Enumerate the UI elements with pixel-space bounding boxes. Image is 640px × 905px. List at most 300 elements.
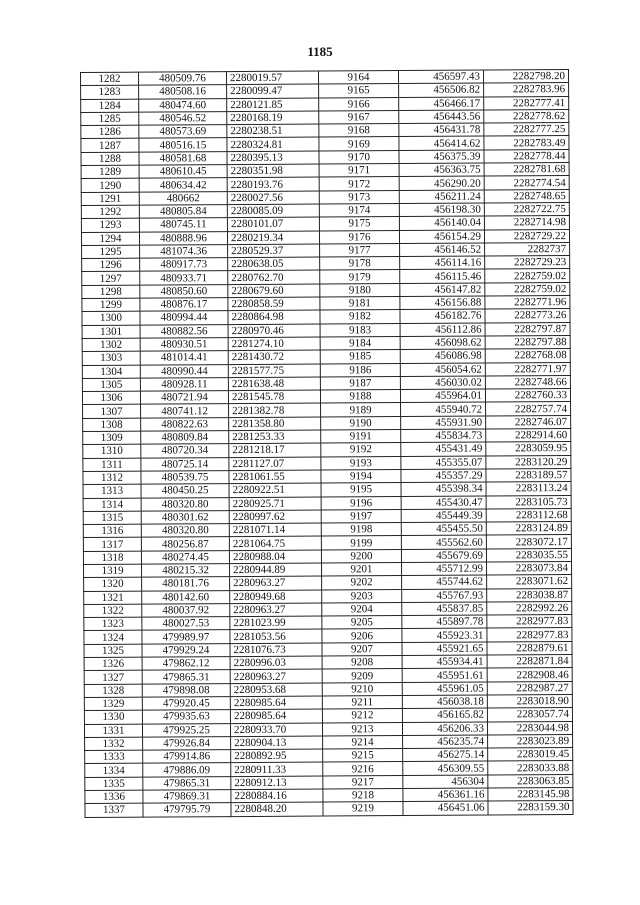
y-coordinate-left: 2280324.81 xyxy=(227,138,319,152)
y-coordinate-right: 2282992.26 xyxy=(487,601,572,615)
point-id-left: 1305 xyxy=(82,378,140,392)
x-coordinate-left: 480450.25 xyxy=(141,484,229,498)
point-id-left: 1334 xyxy=(85,764,143,778)
y-coordinate-right: 2282729.22 xyxy=(484,229,569,243)
x-coordinate-right: 456086.98 xyxy=(400,349,485,363)
point-id-right: 9178 xyxy=(320,257,400,271)
point-id-left: 1309 xyxy=(83,431,141,445)
coordinates-table-body xyxy=(81,70,574,818)
point-id-right: 9170 xyxy=(319,150,399,164)
y-coordinate-right: 2282778.44 xyxy=(484,149,569,163)
y-coordinate-left: 2281218.17 xyxy=(229,443,321,457)
point-id-left: 1295 xyxy=(82,245,140,259)
x-coordinate-left: 480027.53 xyxy=(142,617,230,631)
y-coordinate-right: 2282797.87 xyxy=(485,322,570,336)
x-coordinate-right: 456363.75 xyxy=(399,163,484,177)
y-coordinate-right: 2283072.17 xyxy=(486,535,571,549)
point-id-right: 9180 xyxy=(320,283,400,297)
point-id-left: 1317 xyxy=(83,538,141,552)
x-coordinate-right: 456112.86 xyxy=(400,323,485,337)
point-id-left: 1294 xyxy=(81,232,139,246)
point-id-right: 9175 xyxy=(319,217,399,231)
y-coordinate-left: 2280848.20 xyxy=(231,802,323,816)
y-coordinate-left: 2281545.78 xyxy=(228,390,320,404)
y-coordinate-left: 2281023.99 xyxy=(230,616,322,630)
x-coordinate-right: 456114.16 xyxy=(400,256,485,270)
point-id-left: 1325 xyxy=(84,644,142,658)
y-coordinate-right: 2282759.02 xyxy=(485,282,570,296)
x-coordinate-right: 455357.29 xyxy=(401,469,486,483)
x-coordinate-right: 455951.61 xyxy=(402,668,487,682)
x-coordinate-left: 480928.11 xyxy=(140,377,228,391)
x-coordinate-left: 480320.80 xyxy=(141,497,229,511)
point-id-right: 9205 xyxy=(322,616,402,630)
y-coordinate-right: 2283124.89 xyxy=(486,522,571,536)
x-coordinate-right: 456451.06 xyxy=(403,801,488,815)
x-coordinate-left: 480745.11 xyxy=(139,218,227,232)
point-id-left: 1308 xyxy=(83,418,141,432)
point-id-left: 1323 xyxy=(84,617,142,631)
point-id-right: 9201 xyxy=(322,563,402,577)
point-id-right: 9216 xyxy=(323,762,403,776)
y-coordinate-left: 2280168.19 xyxy=(227,111,319,125)
y-coordinate-left: 2280925.71 xyxy=(229,497,321,511)
point-id-right: 9209 xyxy=(322,669,402,683)
point-id-left: 1288 xyxy=(81,152,139,166)
x-coordinate-left: 480933.71 xyxy=(140,271,228,285)
point-id-left: 1283 xyxy=(81,85,139,99)
y-coordinate-right: 2282798.20 xyxy=(483,70,568,84)
y-coordinate-right: 2283057.74 xyxy=(487,708,572,722)
y-coordinate-right: 2283018.90 xyxy=(487,694,572,708)
y-coordinate-left: 2280351.98 xyxy=(227,164,319,178)
x-coordinate-right: 455931.90 xyxy=(401,416,486,430)
x-coordinate-right: 456290.20 xyxy=(399,176,484,190)
y-coordinate-right: 2283120.29 xyxy=(486,455,571,469)
point-id-left: 1316 xyxy=(83,524,141,538)
x-coordinate-right: 456235.74 xyxy=(403,735,488,749)
point-id-left: 1330 xyxy=(84,710,142,724)
point-id-right: 9207 xyxy=(322,642,402,656)
point-id-right: 9195 xyxy=(321,483,401,497)
point-id-right: 9189 xyxy=(321,403,401,417)
point-id-left: 1306 xyxy=(82,391,140,405)
y-coordinate-right: 2282783.49 xyxy=(484,136,569,150)
y-coordinate-left: 2281064.75 xyxy=(229,536,321,550)
y-coordinate-right: 2283113.24 xyxy=(486,482,571,496)
x-coordinate-left: 480809.84 xyxy=(141,431,229,445)
x-coordinate-right: 456140.04 xyxy=(399,216,484,230)
point-id-right: 9214 xyxy=(323,735,403,749)
x-coordinate-left: 479865.31 xyxy=(143,776,231,790)
point-id-left: 1293 xyxy=(81,218,139,232)
y-coordinate-left: 2280762.70 xyxy=(228,270,320,284)
point-id-right: 9194 xyxy=(321,469,401,483)
x-coordinate-left: 479865.31 xyxy=(142,670,230,684)
point-id-right: 9191 xyxy=(321,430,401,444)
x-coordinate-right: 455355.07 xyxy=(401,456,486,470)
point-id-right: 9173 xyxy=(319,190,399,204)
y-coordinate-right: 2282783.96 xyxy=(484,83,569,97)
point-id-left: 1322 xyxy=(84,604,142,618)
x-coordinate-right: 456275.14 xyxy=(403,748,488,762)
x-coordinate-right: 456211.24 xyxy=(399,190,484,204)
point-id-right: 9217 xyxy=(323,775,403,789)
y-coordinate-right: 2283159.30 xyxy=(488,801,573,815)
point-id-left: 1297 xyxy=(82,272,140,286)
point-id-left: 1289 xyxy=(81,165,139,179)
y-coordinate-right: 2282777.41 xyxy=(484,96,569,110)
x-coordinate-left: 480994.44 xyxy=(140,311,228,325)
x-coordinate-right: 456506.82 xyxy=(399,83,484,97)
x-coordinate-left: 479989.97 xyxy=(142,630,230,644)
x-coordinate-right: 455923.31 xyxy=(402,628,487,642)
point-id-right: 9203 xyxy=(322,589,402,603)
point-id-right: 9182 xyxy=(320,310,400,324)
x-coordinate-left: 479886.09 xyxy=(143,763,231,777)
y-coordinate-left: 2280027.56 xyxy=(227,191,319,205)
y-coordinate-right: 2282759.02 xyxy=(485,269,570,283)
x-coordinate-left: 479869.31 xyxy=(143,790,231,804)
x-coordinate-left: 480721.94 xyxy=(140,391,228,405)
point-id-right: 9186 xyxy=(320,363,400,377)
point-id-right: 9193 xyxy=(321,456,401,470)
point-id-right: 9198 xyxy=(321,523,401,537)
x-coordinate-left: 480741.12 xyxy=(141,404,229,418)
x-coordinate-left: 480142.60 xyxy=(142,590,230,604)
x-coordinate-right: 456165.82 xyxy=(402,708,487,722)
y-coordinate-right: 2283019.45 xyxy=(488,748,573,762)
y-coordinate-right: 2283035.55 xyxy=(486,548,571,562)
y-coordinate-right: 2283071.62 xyxy=(487,575,572,589)
y-coordinate-right: 2282771.97 xyxy=(485,362,570,376)
x-coordinate-left: 480805.84 xyxy=(139,205,227,219)
point-id-right: 9167 xyxy=(319,110,399,124)
y-coordinate-left: 2280395.13 xyxy=(227,151,319,165)
y-coordinate-left: 2280944.89 xyxy=(230,563,322,577)
x-coordinate-right: 456182.76 xyxy=(400,309,485,323)
x-coordinate-left: 480546.52 xyxy=(139,111,227,125)
point-id-right: 9188 xyxy=(320,390,400,404)
x-coordinate-left: 479898.08 xyxy=(142,683,230,697)
point-id-left: 1331 xyxy=(84,724,142,738)
y-coordinate-left: 2280963.27 xyxy=(230,603,322,617)
x-coordinate-left: 479926.84 xyxy=(143,736,231,750)
point-id-left: 1304 xyxy=(82,365,140,379)
x-coordinate-right: 455398.34 xyxy=(401,482,486,496)
point-id-right: 9199 xyxy=(321,536,401,550)
y-coordinate-left: 2280238.51 xyxy=(227,124,319,138)
x-coordinate-left: 480882.56 xyxy=(140,324,228,338)
x-coordinate-right: 456156.88 xyxy=(400,296,485,310)
x-coordinate-right: 456147.82 xyxy=(400,283,485,297)
y-coordinate-left: 2280963.27 xyxy=(230,669,322,683)
y-coordinate-right: 2283023.89 xyxy=(488,734,573,748)
y-coordinate-left: 2280904.13 xyxy=(231,736,323,750)
point-id-right: 9190 xyxy=(321,416,401,430)
y-coordinate-left: 2281638.48 xyxy=(228,377,320,391)
x-coordinate-right: 456443.56 xyxy=(399,110,484,124)
x-coordinate-left: 480181.76 xyxy=(142,577,230,591)
page-number: 1185 xyxy=(307,44,333,59)
x-coordinate-right: 455921.65 xyxy=(402,642,487,656)
y-coordinate-left: 2281253.33 xyxy=(229,430,321,444)
y-coordinate-right: 2282722.75 xyxy=(484,202,569,216)
point-id-left: 1318 xyxy=(83,551,141,565)
x-coordinate-right: 456431.78 xyxy=(399,123,484,137)
point-id-right: 9187 xyxy=(320,376,400,390)
point-id-left: 1296 xyxy=(82,258,140,272)
y-coordinate-left: 2280085.09 xyxy=(227,204,319,218)
point-id-right: 9208 xyxy=(322,656,402,670)
y-coordinate-left: 2281274.10 xyxy=(228,337,320,351)
x-coordinate-left: 479920.45 xyxy=(142,697,230,711)
y-coordinate-right: 2282777.25 xyxy=(484,123,569,137)
x-coordinate-left: 480610.45 xyxy=(139,165,227,179)
y-coordinate-right: 2282760.33 xyxy=(485,389,570,403)
point-id-left: 1282 xyxy=(81,72,139,86)
y-coordinate-right: 2283044.98 xyxy=(487,721,572,735)
point-id-left: 1332 xyxy=(85,737,143,751)
x-coordinate-right: 455897.78 xyxy=(402,615,487,629)
point-id-left: 1292 xyxy=(81,205,139,219)
y-coordinate-left: 2280997.62 xyxy=(229,510,321,524)
y-coordinate-left: 2280911.33 xyxy=(231,762,323,776)
x-coordinate-left: 480320.80 xyxy=(141,524,229,538)
point-id-right: 9185 xyxy=(320,350,400,364)
point-id-left: 1287 xyxy=(81,139,139,153)
point-id-left: 1320 xyxy=(84,577,142,591)
x-coordinate-left: 480581.68 xyxy=(139,151,227,165)
point-id-right: 9171 xyxy=(319,164,399,178)
x-coordinate-right: 456030.02 xyxy=(400,376,485,390)
y-coordinate-left: 2281577.75 xyxy=(228,364,320,378)
coordinates-table xyxy=(80,69,574,818)
point-id-left: 1327 xyxy=(84,670,142,684)
point-id-left: 1315 xyxy=(83,511,141,525)
point-id-right: 9168 xyxy=(319,124,399,138)
y-coordinate-right: 2282714.98 xyxy=(484,216,569,230)
x-coordinate-left: 480516.15 xyxy=(139,138,227,152)
y-coordinate-left: 2280219.34 xyxy=(227,231,319,245)
y-coordinate-right: 2282781.68 xyxy=(484,163,569,177)
y-coordinate-right: 2282774.54 xyxy=(484,176,569,190)
y-coordinate-right: 2282757.74 xyxy=(486,402,571,416)
x-coordinate-right: 455449.39 xyxy=(401,509,486,523)
x-coordinate-left: 479929.24 xyxy=(142,643,230,657)
y-coordinate-right: 2283063.85 xyxy=(488,774,573,788)
y-coordinate-right: 2282977.83 xyxy=(487,615,572,629)
x-coordinate-right: 455679.69 xyxy=(401,549,486,563)
point-id-left: 1329 xyxy=(84,697,142,711)
x-coordinate-left: 480725.14 xyxy=(141,457,229,471)
x-coordinate-right: 455834.73 xyxy=(401,429,486,443)
point-id-left: 1335 xyxy=(85,777,143,791)
y-coordinate-left: 2280985.64 xyxy=(230,709,322,723)
point-id-right: 9174 xyxy=(319,204,399,218)
x-coordinate-left: 480474.60 xyxy=(139,98,227,112)
x-coordinate-left: 480256.87 xyxy=(141,537,229,551)
x-coordinate-right: 456198.30 xyxy=(399,203,484,217)
x-coordinate-right: 455837.85 xyxy=(402,602,487,616)
y-coordinate-right: 2283038.87 xyxy=(487,588,572,602)
point-id-left: 1321 xyxy=(84,591,142,605)
y-coordinate-left: 2281382.78 xyxy=(229,403,321,417)
y-coordinate-right: 2282879.61 xyxy=(487,641,572,655)
point-id-right: 9169 xyxy=(319,137,399,151)
y-coordinate-left: 2280922.51 xyxy=(229,483,321,497)
y-coordinate-right: 2282737 xyxy=(485,242,570,256)
y-coordinate-left: 2281127.07 xyxy=(229,457,321,471)
y-coordinate-right: 2282768.08 xyxy=(485,349,570,363)
x-coordinate-right: 456361.16 xyxy=(403,788,488,802)
point-id-right: 9213 xyxy=(322,722,402,736)
y-coordinate-left: 2280529.37 xyxy=(228,244,320,258)
x-coordinate-right: 456154.29 xyxy=(399,230,484,244)
y-coordinate-left: 2280985.64 xyxy=(230,696,322,710)
y-coordinate-right: 2282746.07 xyxy=(486,415,571,429)
point-id-left: 1324 xyxy=(84,631,142,645)
x-coordinate-left: 480215.32 xyxy=(142,564,230,578)
x-coordinate-right: 456414.62 xyxy=(399,137,484,151)
point-id-left: 1326 xyxy=(84,657,142,671)
point-id-left: 1314 xyxy=(83,498,141,512)
x-coordinate-right: 456304 xyxy=(403,775,488,789)
y-coordinate-left: 2280099.47 xyxy=(227,84,319,98)
point-id-right: 9179 xyxy=(320,270,400,284)
y-coordinate-left: 2280988.04 xyxy=(229,550,321,564)
x-coordinate-left: 480930.51 xyxy=(140,338,228,352)
y-coordinate-right: 2283105.73 xyxy=(486,495,571,509)
y-coordinate-left: 2280864.98 xyxy=(228,310,320,324)
point-id-left: 1285 xyxy=(81,112,139,126)
x-coordinate-right: 455712.99 xyxy=(402,562,487,576)
y-coordinate-right: 2283189.57 xyxy=(486,468,571,482)
x-coordinate-left: 480274.45 xyxy=(141,550,229,564)
x-coordinate-left: 480662 xyxy=(139,191,227,205)
y-coordinate-right: 2282748.65 xyxy=(484,189,569,203)
x-coordinate-left: 481014.41 xyxy=(140,351,228,365)
point-id-right: 9192 xyxy=(321,443,401,457)
point-id-right: 9164 xyxy=(318,71,398,85)
x-coordinate-left: 480990.44 xyxy=(140,364,228,378)
point-id-left: 1333 xyxy=(85,750,143,764)
point-id-right: 9212 xyxy=(322,709,402,723)
x-coordinate-right: 456115.46 xyxy=(400,269,485,283)
x-coordinate-left: 480917.73 xyxy=(140,258,228,272)
point-id-right: 9218 xyxy=(323,789,403,803)
point-id-right: 9184 xyxy=(320,336,400,350)
y-coordinate-left: 2280912.13 xyxy=(231,776,323,790)
y-coordinate-right: 2283145.98 xyxy=(488,788,573,802)
point-id-right: 9166 xyxy=(319,97,399,111)
y-coordinate-right: 2282729.23 xyxy=(485,256,570,270)
y-coordinate-right: 2282748.66 xyxy=(485,375,570,389)
y-coordinate-right: 2282987.27 xyxy=(487,681,572,695)
x-coordinate-right: 456146.52 xyxy=(400,243,485,257)
x-coordinate-left: 480888.96 xyxy=(139,231,227,245)
point-id-right: 9210 xyxy=(322,682,402,696)
point-id-right: 9176 xyxy=(319,230,399,244)
x-coordinate-right: 456466.17 xyxy=(399,97,484,111)
x-coordinate-right: 456054.62 xyxy=(400,363,485,377)
y-coordinate-left: 2280858.59 xyxy=(228,297,320,311)
point-id-right: 9211 xyxy=(322,695,402,709)
point-id-right: 9165 xyxy=(319,84,399,98)
table-row xyxy=(85,801,573,817)
x-coordinate-left: 480539.75 xyxy=(141,471,229,485)
y-coordinate-right: 2282871.84 xyxy=(487,655,572,669)
point-id-right: 9200 xyxy=(321,549,401,563)
y-coordinate-left: 2281071.14 xyxy=(229,523,321,537)
x-coordinate-right: 456375.39 xyxy=(399,150,484,164)
y-coordinate-left: 2280892.95 xyxy=(231,749,323,763)
point-id-right: 9206 xyxy=(322,629,402,643)
point-id-left: 1299 xyxy=(82,298,140,312)
point-id-left: 1311 xyxy=(83,458,141,472)
x-coordinate-right: 455431.49 xyxy=(401,442,486,456)
x-coordinate-left: 480508.16 xyxy=(139,85,227,99)
x-coordinate-right: 456309.55 xyxy=(403,761,488,775)
x-coordinate-left: 479925.25 xyxy=(142,723,230,737)
point-id-left: 1290 xyxy=(81,179,139,193)
point-id-left: 1301 xyxy=(82,325,140,339)
y-coordinate-right: 2282778.62 xyxy=(484,109,569,123)
y-coordinate-left: 2280996.03 xyxy=(230,656,322,670)
y-coordinate-right: 2283033.88 xyxy=(488,761,573,775)
x-coordinate-right: 455767.93 xyxy=(402,589,487,603)
point-id-right: 9219 xyxy=(323,802,403,816)
y-coordinate-right: 2282914.60 xyxy=(486,429,571,443)
point-id-left: 1313 xyxy=(83,484,141,498)
point-id-right: 9177 xyxy=(320,243,400,257)
y-coordinate-right: 2283073.84 xyxy=(487,561,572,575)
y-coordinate-left: 2280193.76 xyxy=(227,177,319,191)
point-id-left: 1312 xyxy=(83,471,141,485)
x-coordinate-left: 480822.63 xyxy=(141,417,229,431)
y-coordinate-right: 2282977.83 xyxy=(487,628,572,642)
point-id-left: 1337 xyxy=(85,803,143,817)
x-coordinate-left: 480573.69 xyxy=(139,125,227,139)
x-coordinate-right: 455562.60 xyxy=(401,535,486,549)
y-coordinate-right: 2282773.26 xyxy=(485,309,570,323)
point-id-right: 9172 xyxy=(319,177,399,191)
point-id-left: 1310 xyxy=(83,444,141,458)
y-coordinate-left: 2281061.55 xyxy=(229,470,321,484)
point-id-right: 9183 xyxy=(320,323,400,337)
x-coordinate-right: 455744.62 xyxy=(402,575,487,589)
y-coordinate-left: 2280933.70 xyxy=(230,723,322,737)
point-id-left: 1286 xyxy=(81,125,139,139)
point-id-left: 1284 xyxy=(81,99,139,113)
point-id-right: 9215 xyxy=(323,749,403,763)
point-id-left: 1336 xyxy=(85,790,143,804)
point-id-left: 1328 xyxy=(84,684,142,698)
x-coordinate-right: 455430.47 xyxy=(401,496,486,510)
point-id-left: 1307 xyxy=(83,405,141,419)
point-id-left: 1302 xyxy=(82,338,140,352)
x-coordinate-right: 456597.43 xyxy=(398,70,483,84)
x-coordinate-left: 480876.17 xyxy=(140,298,228,312)
point-id-right: 9202 xyxy=(322,576,402,590)
point-id-left: 1291 xyxy=(81,192,139,206)
y-coordinate-right: 2282771.96 xyxy=(485,296,570,310)
x-coordinate-left: 480720.34 xyxy=(141,444,229,458)
y-coordinate-right: 2282908.46 xyxy=(487,668,572,682)
x-coordinate-right: 455934.41 xyxy=(402,655,487,669)
x-coordinate-left: 480850.60 xyxy=(140,284,228,298)
point-id-left: 1319 xyxy=(84,564,142,578)
